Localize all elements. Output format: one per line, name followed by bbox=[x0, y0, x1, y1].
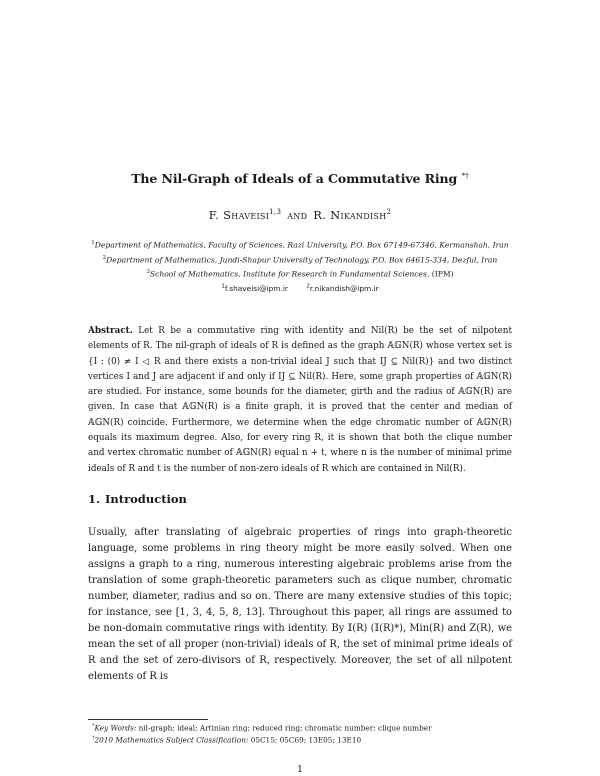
affiliation-3-mark: 3 bbox=[146, 269, 150, 275]
footnote-1-mark: * bbox=[92, 723, 95, 729]
abstract bbox=[88, 324, 512, 477]
affiliation-3-text: School of Mathematics, Institute for Research in Fundamental Sciences, bbox=[149, 269, 430, 279]
email-1-mark: 1 bbox=[221, 284, 225, 290]
affiliation-1-text: Department of Mathematics, Faculty of Sciences, Razi University, P.O. Box 67149-67346, Kermanshah, Iran bbox=[94, 240, 509, 250]
affiliation-3-abbrev: (IPM) bbox=[431, 269, 454, 279]
title-text: The Nil-Graph of Ideals of a Commutative Ring bbox=[131, 171, 458, 187]
email-2-mark: 2 bbox=[306, 284, 310, 290]
footnotes bbox=[92, 721, 512, 746]
page-number: 1 bbox=[296, 764, 304, 775]
section-heading bbox=[88, 492, 187, 506]
section-number: 1. bbox=[88, 492, 101, 506]
section-title: Introduction bbox=[105, 492, 187, 506]
author-1: F. Shaveisi bbox=[208, 208, 270, 222]
affiliation-2-text: Department of Mathematics, Jundi-Shapur University of Technology, P.O. Box 64615-334, Dezful, Iran bbox=[106, 255, 498, 265]
affiliation-1-mark: 1 bbox=[91, 240, 95, 246]
footnote-msc bbox=[92, 733, 512, 745]
author-2: R. Nikandish bbox=[313, 208, 387, 222]
abstract-text: Let R be a commutative ring with identity and Nil(R) be the set of nilpotent elements of R. The nil-graph of ideals of R is defined as the graph 𝔸𝔾N(R) whose vertex set is {I : (0) ≠ I ◁ R and there exists a non-trivial ideal J such that IJ ⊆ Nil(R)} and two distinct vertices I and J are adjacent if and only if IJ ⊆ Nil(R). Here, some graph properties of 𝔸𝔾N(R) are studied. For instance, some bounds for the diameter, girth and the radius of 𝔸𝔾N(R) are given. In case that 𝔸𝔾N(R) is a finite graph, it is proved that the center and median of 𝔸𝔾N(R) coincide. Furthermore, we determine when the edge chromatic number of 𝔸𝔾N(R) equals its maximum degree. Also, for every ring R, it is shown that both the clique number and vertex chromatic number of 𝔸𝔾N(R) equal n + t, where n is the number of minimal prime ideals of R and t is the number of non-zero ideals of R which are contained in Nil(R). bbox=[88, 326, 513, 474]
footnote-1-text: nil-graph; ideal; Artinian ring; reduced ring; chromatic number; clique number bbox=[138, 723, 432, 733]
footnote-keywords bbox=[92, 721, 512, 733]
email-1[interactable] bbox=[221, 284, 288, 293]
footnote-2-text: 05C15; 05C69; 13E05; 13E10 bbox=[250, 735, 362, 745]
footnote-1-label: Key Words: bbox=[94, 723, 137, 733]
paper-title bbox=[0, 171, 600, 186]
affiliation-1 bbox=[0, 240, 600, 250]
author-1-affil: 1,3 bbox=[269, 208, 282, 217]
abstract-label: Abstract. bbox=[88, 326, 133, 336]
footnote-2-label: 2010 Mathematics Subject Classification: bbox=[94, 735, 249, 745]
author-2-affil: 2 bbox=[386, 208, 392, 217]
email-2-text: r.nikandish@ipm.ir bbox=[309, 284, 379, 294]
introduction-paragraph: Usually, after translating of algebraic properties of rings into graph-theoretic language, some problems in ring theory might be more easily solved. When one assigns a graph to a ring, numerous interesting algebraic problems arise from the translation of some graph-theoretic parameters such as clique number, chromatic number, diameter, radius and so on. There are many extensive studies of this topic; for instance, see [1, 3, 4, 5, 8, 13]. Throughout this paper, all rings are assumed to be non-domain commutative rings with identity. By 𝕀(R) (𝕀(R)*), Min(R) and Z(R), we mean the set of all proper (non-trivial) ideals of R, the set of minimal prime ideals of R and the set of zero-divisors of R, respectively. Moreover, the set of all nilpotent elements of R is bbox=[88, 527, 512, 682]
email-line bbox=[0, 284, 600, 293]
affiliation-2-mark: 2 bbox=[102, 255, 107, 261]
affiliation-3 bbox=[0, 269, 600, 279]
email-1-text: f.shaveisi@ipm.ir bbox=[224, 284, 288, 294]
email-2[interactable] bbox=[306, 284, 378, 293]
footnote-2-mark: † bbox=[92, 735, 95, 742]
author-line bbox=[0, 208, 600, 222]
author-conjunction: and bbox=[287, 208, 308, 222]
title-footnote-marks: *† bbox=[461, 171, 469, 180]
affiliation-2 bbox=[0, 255, 600, 265]
footnote-rule bbox=[88, 719, 208, 720]
